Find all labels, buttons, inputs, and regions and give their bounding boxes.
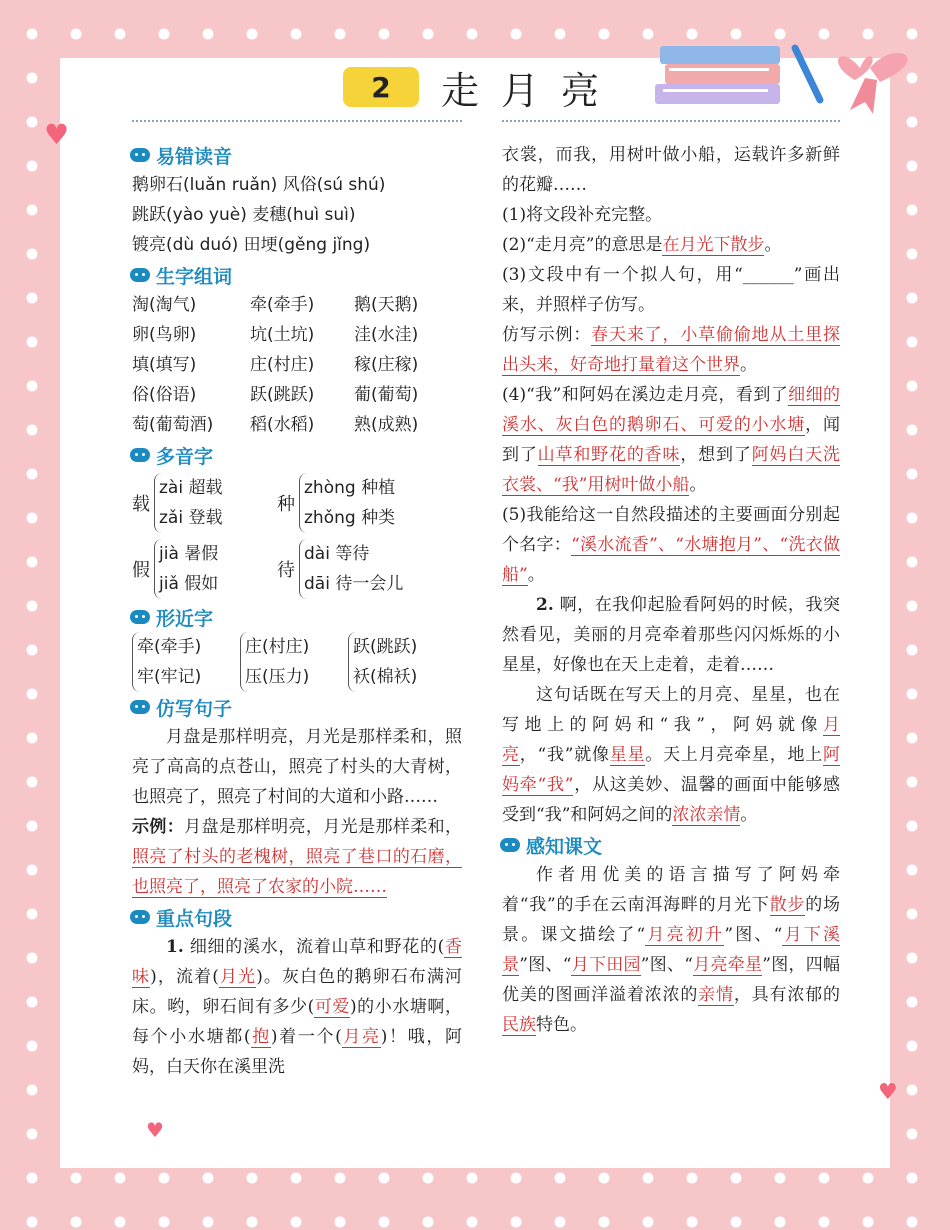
question-2: (2)“走月亮”的意思是在月光下散步。 [502,235,782,255]
right-column [502,140,840,1040]
polyphone-item: 假 jià 暑假 jiǎ 假如 [132,539,277,599]
passage-2: 2. 啊，在我仰起脸看阿妈的时候，我突然看见，美丽的月亮牵着那些闪闪烁烁的小星星，好像也在天上走着，走着…… [502,595,841,675]
section-heading: 重点句段 [130,902,462,932]
section-heading: 易错读音 [130,140,462,170]
bubble-icon [130,910,150,924]
imitation-example: 示例：月盘是那样明亮，月光是那样柔和，照亮了村头的老槐树，照亮了巷口的石磨，也照亮了，照亮了农家的小院…… [132,817,463,897]
books-icon [655,38,935,118]
lesson-header [343,66,622,113]
left-column [132,140,462,1082]
heart-icon: ♥ [146,1118,164,1142]
pronunciation-line: 跳跃(yào yuè) 麦穗(huì suì) [132,205,356,225]
key-passage: 1. 细细的溪水，流着山草和野花的(香味)，流着(月光)。灰白色的鹅卵石布满河床。哟，卵石间有多少(可爱)的小水塘啊，每个小水塘都(抱)着一个(月亮)！哦，阿妈，白天你在溪里洗 [132,937,463,1077]
polyphone-item: 种 zhòng 种植 zhǒng 种类 [277,473,462,533]
question-3-answer: 仿写示例：春天来了，小草偷偷地从土里探出头来，好奇地打量着这个世界。 [502,325,841,375]
pronunciation-line: 镀亮(dù duó) 田埂(gěng jǐng) [132,235,371,255]
question-3: (3)文段中有一个拟人句，用“______”画出来，并照样子仿写。 [502,265,840,315]
word-grid: 淘(淘气) 牵(牵手) 鹅(天鹅) 卵(鸟卵) 坑(土坑) 洼(水洼) 填(填写) 庄(村庄) 稼(庄稼) 俗(俗语) 跃(跳跃) 葡(葡萄) 萄(葡萄酒) 稻(水稻) 熟(成熟) [132,295,419,435]
bubble-icon [130,148,150,162]
heart-icon: ♥ [44,118,70,151]
section-heading: 感知课文 [500,830,840,860]
section-heading: 生字组词 [130,260,462,290]
bubble-icon [130,700,150,714]
section-heading: 形近字 [130,602,462,632]
pronunciation-line: 鹅卵石(luǎn ruǎn) 风俗(sú shú) [132,175,386,195]
bubble-icon [130,610,150,624]
lesson-number: 2 [343,67,419,107]
text-summary: 作者用优美的语言描写了阿妈牵着“我”的手在云南洱海畔的月光下散步的场景。课文描绘了“月亮初升”图、“月下溪景”图、“月下田园”图、“月亮牵星”图，四幅优美的图画洋溢着浓浓的亲情，具有浓郁的民族特色。 [502,865,841,1035]
bubble-icon [500,838,520,852]
passage-continued: 衣裳，而我，用树叶做小船，运载许多新鲜的花瓣…… [502,145,840,195]
bubble-icon [130,448,150,462]
question-1: (1)将文段补充完整。 [502,205,663,225]
section-heading: 仿写句子 [130,692,462,722]
section-heading: 多音字 [130,440,462,470]
similar-chars: 牵(牵手) 牢(牢记) 庄(村庄) 压(压力) 跃(跳跃) 袄(棉袄) [132,632,462,692]
question-4: (4)“我”和阿妈在溪边走月亮，看到了细细的溪水、灰白色的鹅卵石、可爱的小水塘，闻到了山草和野花的香味，想到了阿妈白天洗衣裳、“我”用树叶做小船。 [502,385,841,495]
question-5: (5)我能给这一自然段描述的主要画面分别起个名字：“溪水流香”、“水塘抱月”、“洗衣做船”。 [502,505,840,585]
divider [502,120,840,122]
divider [132,120,462,122]
polyphone-item: 载 zài 超载 zǎi 登载 [132,473,277,533]
lesson-title: 走月亮 [441,68,622,113]
imitation-passage: 月盘是那样明亮，月光是那样柔和，照亮了高高的点苍山，照亮了村头的大青树，也照亮了，照亮了村间的大道和小路…… [132,727,462,807]
bubble-icon [130,268,150,282]
polyphone-grid [132,470,462,602]
analysis: 这句话既在写天上的月亮、星星，也在写地上的阿妈和“我”，阿妈就像月亮，“我”就像星星。天上月亮牵星，地上阿妈牵“我”，从这美妙、温馨的画面中能够感受到“我”和阿妈之间的浓浓亲情。 [502,685,841,825]
polyphone-item: 待 dài 等待 dāi 待一会儿 [277,539,462,599]
heart-icon: ♥ [878,1080,898,1105]
